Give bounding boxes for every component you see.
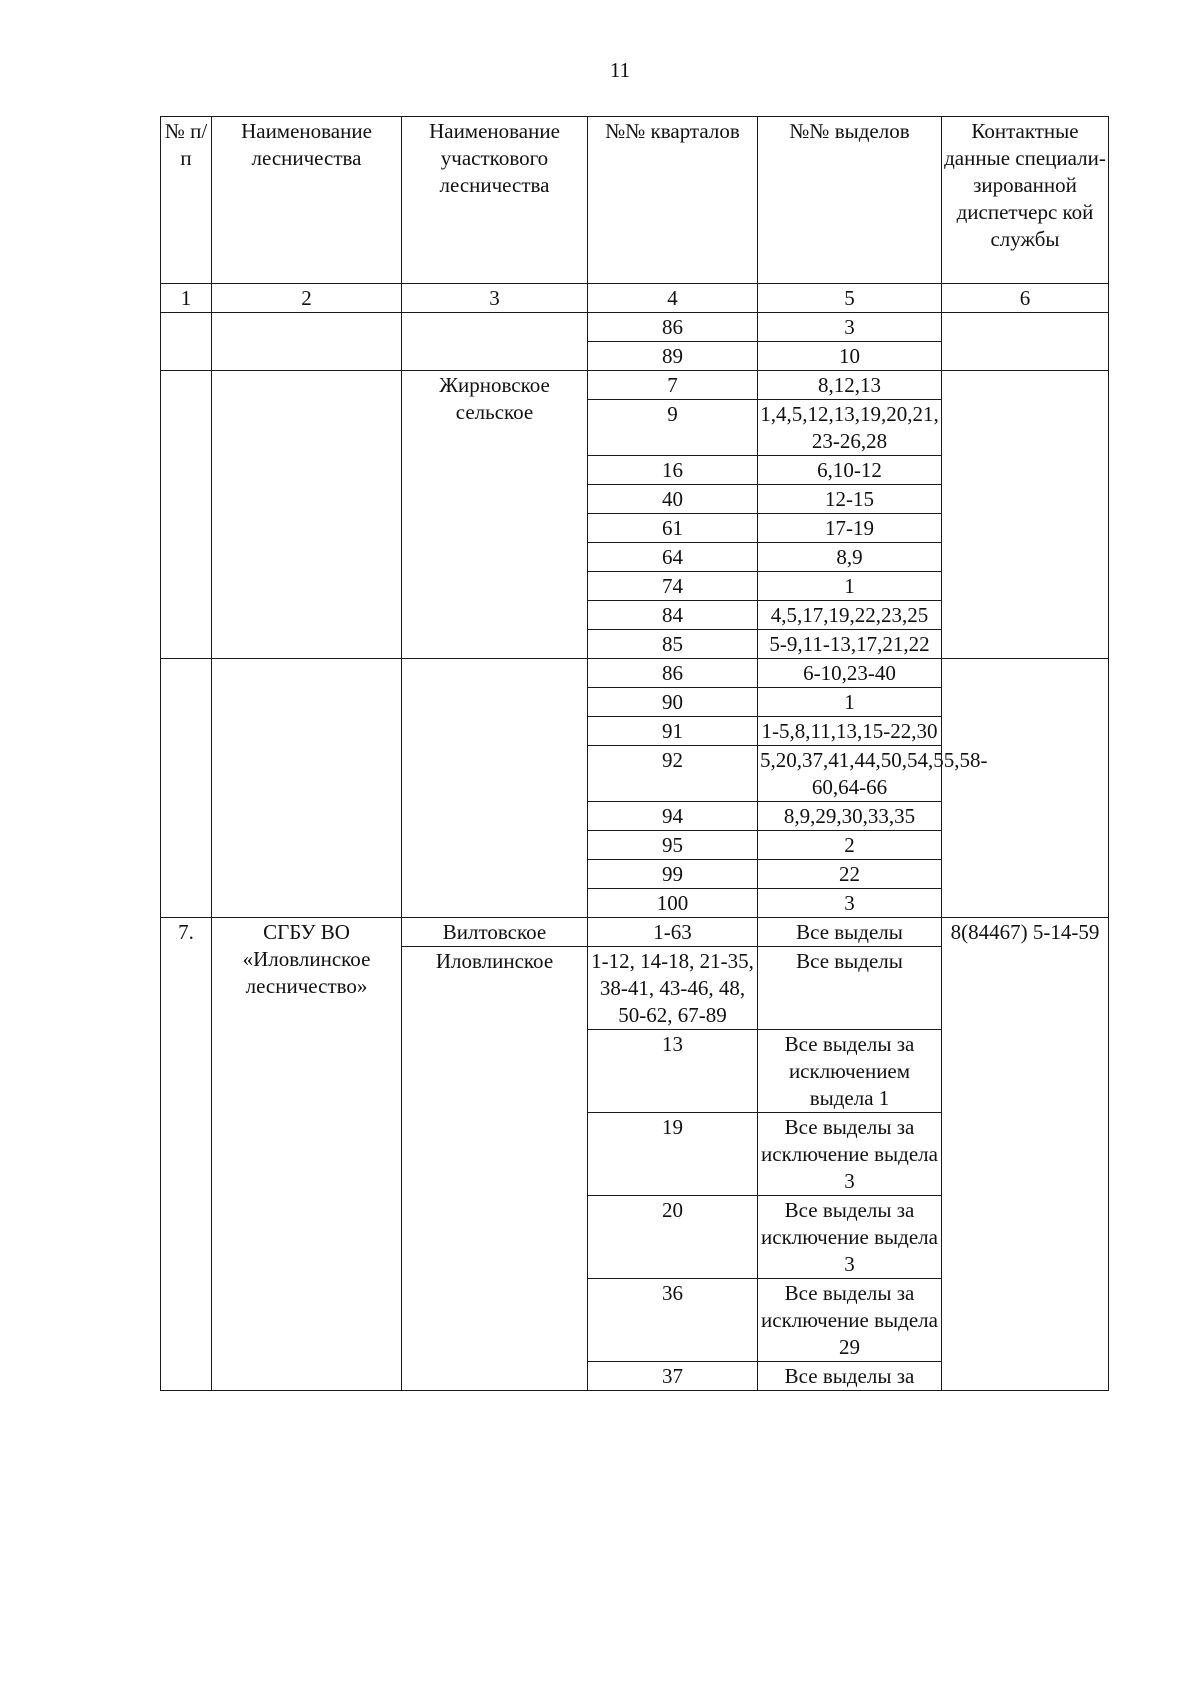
row-number-cell	[161, 659, 212, 918]
quarters-table	[160, 116, 1109, 1391]
header-row	[161, 117, 1109, 284]
allotment-cell: 8,9,29,30,33,35	[758, 802, 942, 831]
allotment-cell: 1,4,5,12,13,19,20,21,23-26,28	[758, 400, 942, 456]
allotment-cell: 10	[758, 342, 942, 371]
allotment-cell: 8,12,13	[758, 371, 942, 400]
allotment-cell: 1	[758, 688, 942, 717]
header-cell: №№ выделов	[758, 117, 942, 284]
quarter-cell: 16	[588, 456, 758, 485]
header-cell: Наименование участкового лесничества	[402, 117, 588, 284]
quarter-cell: 1-63	[588, 918, 758, 947]
allotment-cell: Все выделы за	[758, 1362, 942, 1391]
forestry-cell	[212, 659, 402, 918]
contact-cell	[942, 313, 1109, 371]
row-number-cell	[161, 371, 212, 659]
header-cell: № п/п	[161, 117, 212, 284]
quarter-cell: 86	[588, 313, 758, 342]
allotment-cell: 2	[758, 831, 942, 860]
contact-cell	[942, 371, 1109, 659]
quarter-cell: 86	[588, 659, 758, 688]
row-number-cell	[161, 313, 212, 371]
table-row	[161, 313, 1109, 342]
header-cell: Контактные данные специали-зированной диспетчерс кой службы	[942, 117, 1109, 284]
forestry-cell	[212, 371, 402, 659]
quarter-cell: 1-12, 14-18, 21-35, 38-41, 43-46, 48, 50-62, 67-89	[588, 947, 758, 1030]
quarter-cell: 61	[588, 514, 758, 543]
allotment-cell: 12-15	[758, 485, 942, 514]
column-number: 2	[212, 284, 402, 313]
allotment-cell: 6-10,23-40	[758, 659, 942, 688]
column-number: 3	[402, 284, 588, 313]
forestry-cell: СГБУ ВО «Иловлинское лесничество»	[212, 918, 402, 1391]
allotment-cell: Все выделы	[758, 947, 942, 1030]
quarter-cell: 36	[588, 1279, 758, 1362]
district-cell: Вилтовское	[402, 918, 588, 947]
forestry-cell	[212, 313, 402, 371]
quarter-cell: 85	[588, 630, 758, 659]
column-number-row	[161, 284, 1109, 313]
quarter-cell: 40	[588, 485, 758, 514]
district-cell: Жирновское сельское	[402, 371, 588, 659]
quarter-cell: 74	[588, 572, 758, 601]
quarter-cell: 9	[588, 400, 758, 456]
column-number: 5	[758, 284, 942, 313]
column-number: 4	[588, 284, 758, 313]
quarter-cell: 20	[588, 1196, 758, 1279]
header-cell: Наименование лесничества	[212, 117, 402, 284]
table-row	[161, 659, 1109, 688]
allotment-cell: 5,20,37,41,44,50,54,55,58-60,64-66	[758, 746, 942, 802]
header-cell: №№ кварталов	[588, 117, 758, 284]
quarter-cell: 64	[588, 543, 758, 572]
page-number: 11	[609, 58, 631, 82]
allotment-cell: 6,10-12	[758, 456, 942, 485]
allotment-cell: 4,5,17,19,22,23,25	[758, 601, 942, 630]
quarter-cell: 90	[588, 688, 758, 717]
allotment-cell: 5-9,11-13,17,21,22	[758, 630, 942, 659]
allotment-cell: Все выделы за исключение выдела 3	[758, 1196, 942, 1279]
district-cell: Иловлинское	[402, 947, 588, 1391]
quarter-cell: 7	[588, 371, 758, 400]
contact-cell	[942, 659, 1109, 918]
district-cell	[402, 659, 588, 918]
quarter-cell: 37	[588, 1362, 758, 1391]
quarter-cell: 100	[588, 889, 758, 918]
allotment-cell: 1-5,8,11,13,15-22,30	[758, 717, 942, 746]
quarter-cell: 94	[588, 802, 758, 831]
allotment-cell: Все выделы за исключение выдела 3	[758, 1113, 942, 1196]
table-row	[161, 371, 1109, 400]
allotment-cell: Все выделы	[758, 918, 942, 947]
allotment-cell: 3	[758, 889, 942, 918]
allotment-cell: 3	[758, 313, 942, 342]
quarter-cell: 91	[588, 717, 758, 746]
allotment-cell: 22	[758, 860, 942, 889]
quarter-cell: 84	[588, 601, 758, 630]
allotment-cell: Все выделы за исключение выдела 29	[758, 1279, 942, 1362]
allotment-cell: Все выделы за исключением выдела 1	[758, 1030, 942, 1113]
quarter-cell: 92	[588, 746, 758, 802]
row-number-cell: 7.	[161, 918, 212, 1391]
allotment-cell: 17-19	[758, 514, 942, 543]
allotment-cell: 1	[758, 572, 942, 601]
column-number: 6	[942, 284, 1109, 313]
quarter-cell: 13	[588, 1030, 758, 1113]
column-number: 1	[161, 284, 212, 313]
allotment-cell: 8,9	[758, 543, 942, 572]
quarter-cell: 95	[588, 831, 758, 860]
quarter-cell: 89	[588, 342, 758, 371]
table-row	[161, 918, 1109, 947]
quarter-cell: 99	[588, 860, 758, 889]
contact-cell: 8(84467) 5-14-59	[942, 918, 1109, 1391]
district-cell	[402, 313, 588, 371]
quarter-cell: 19	[588, 1113, 758, 1196]
